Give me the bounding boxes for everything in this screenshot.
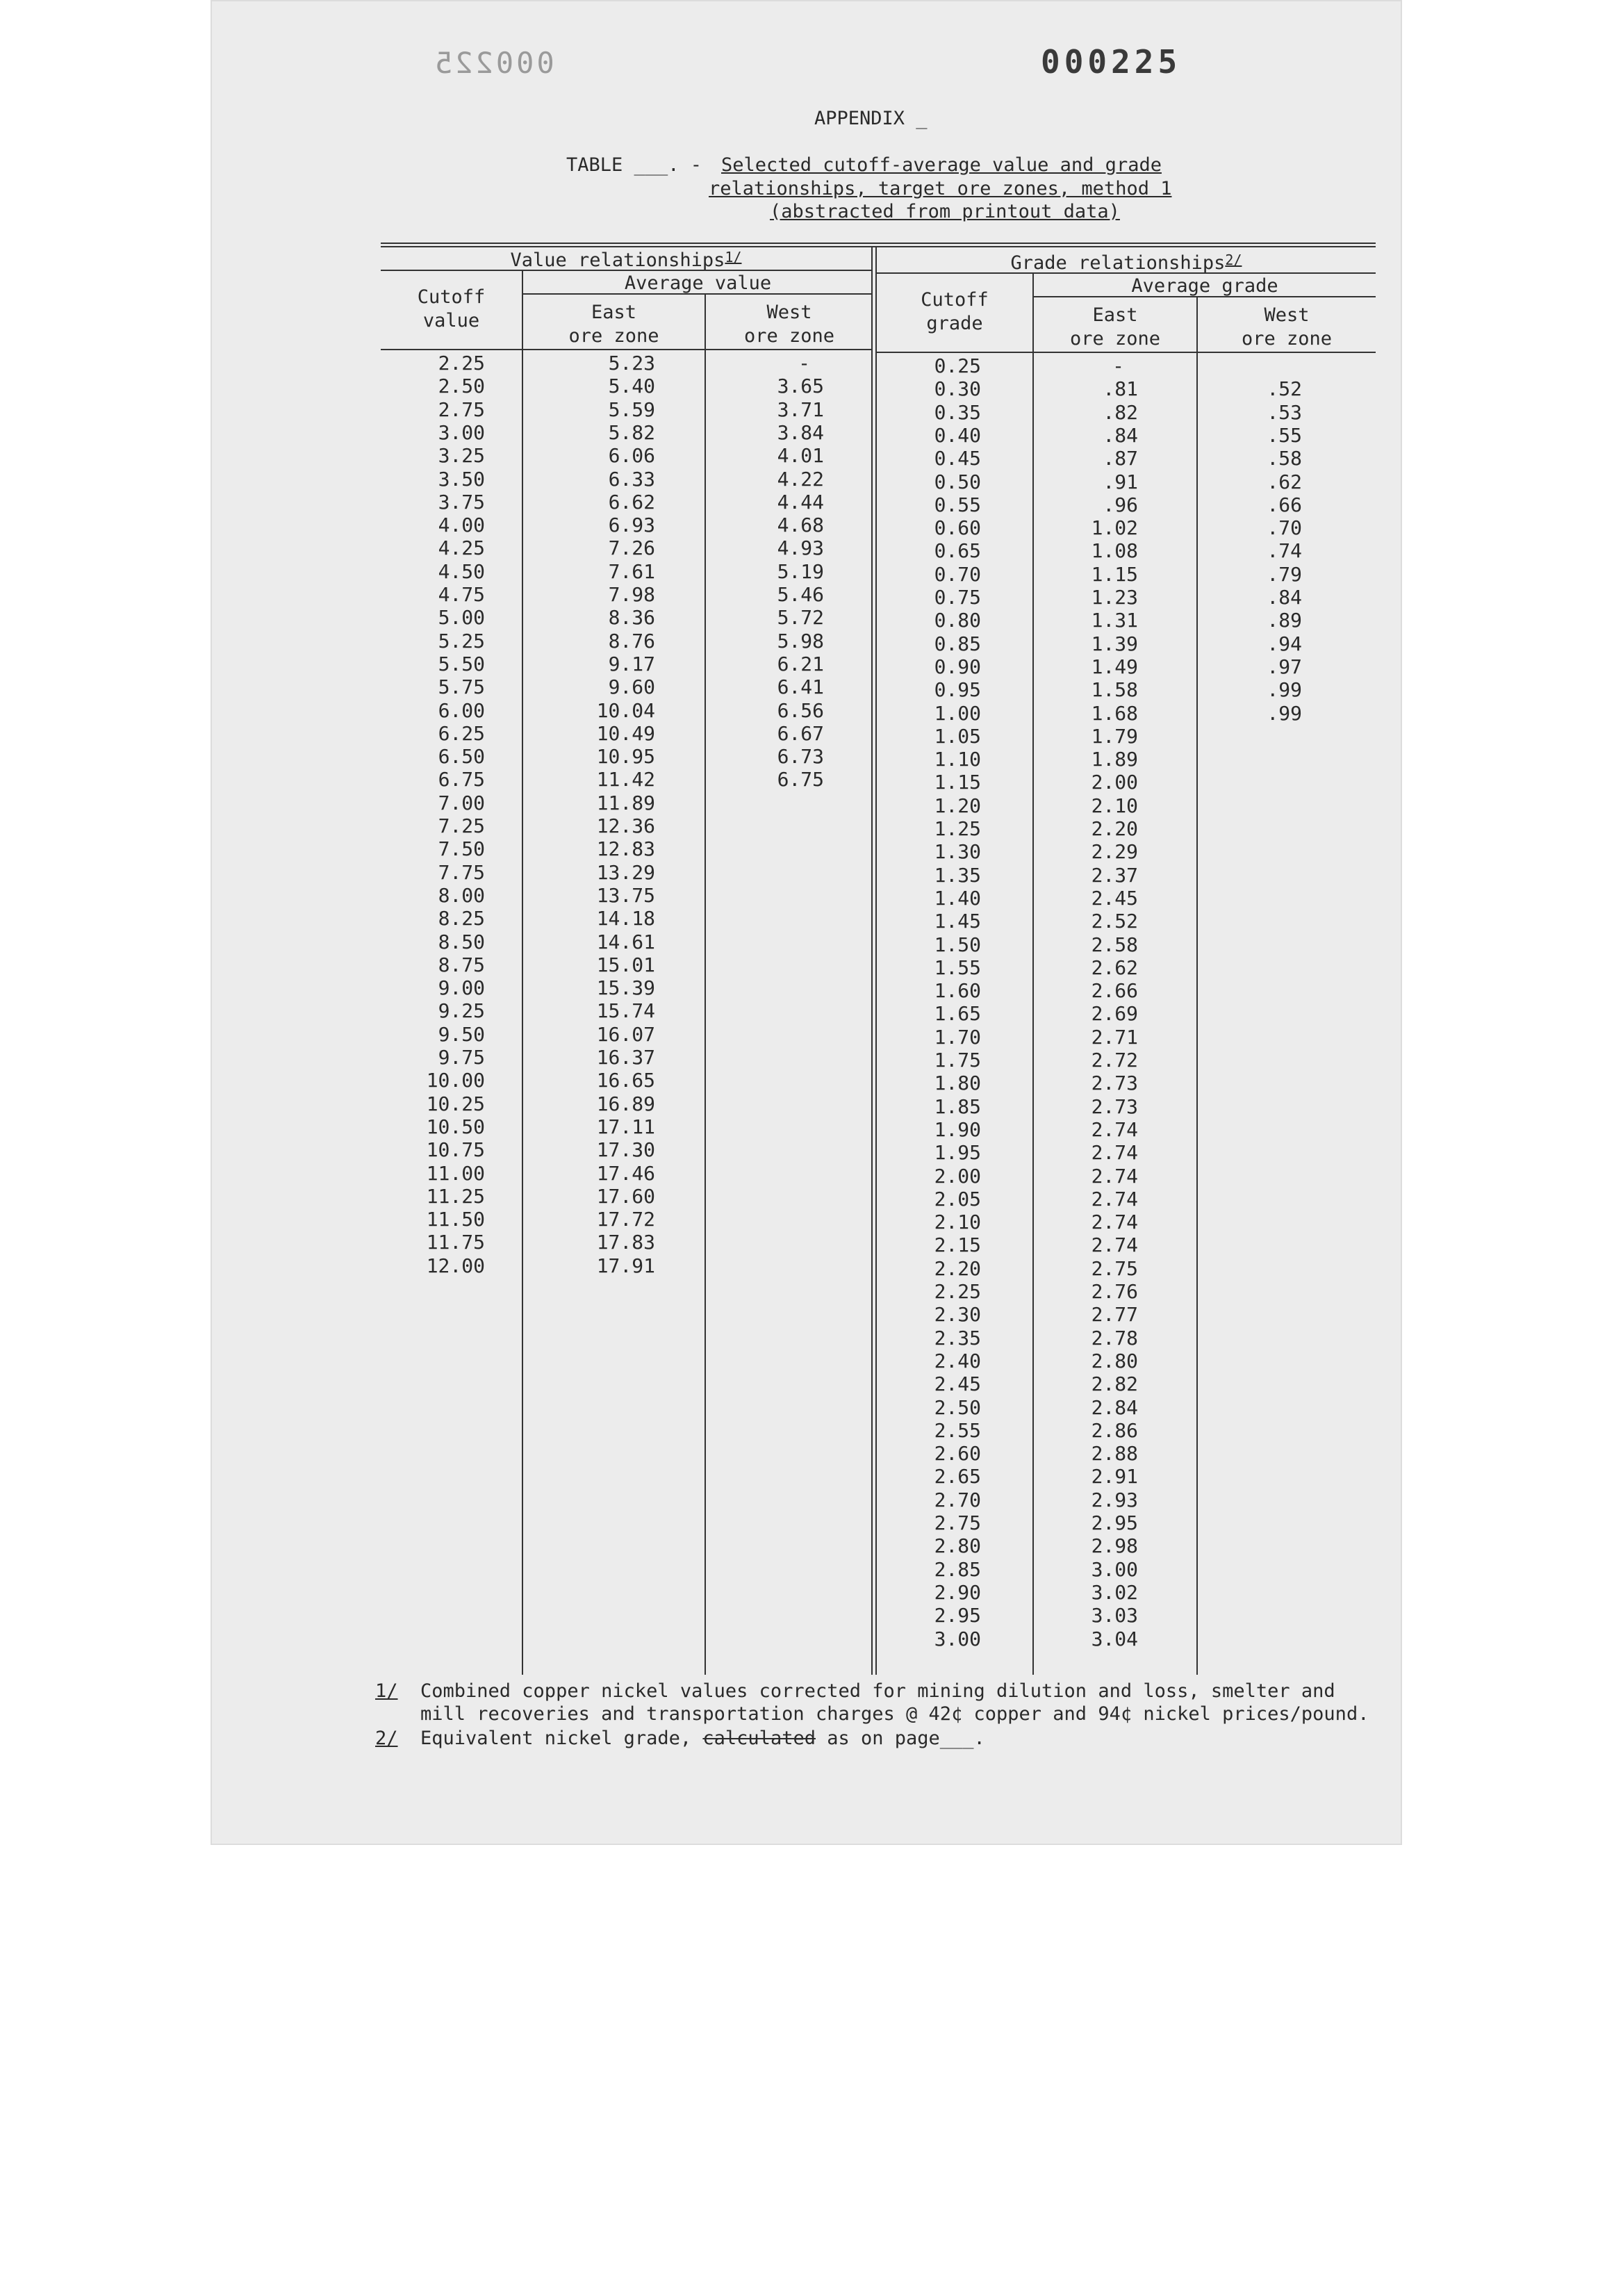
table-cell: 14.61 (596, 930, 655, 953)
table-cell: .55 (1267, 423, 1302, 447)
table-cell: 2.88 (1091, 1442, 1138, 1466)
table-cell: 6.50 (438, 745, 485, 769)
table-cell: 9.60 (608, 675, 655, 699)
table-cell: 5.75 (438, 675, 485, 699)
table-cell: 1.90 (934, 1117, 981, 1141)
table-cell: .96 (1103, 493, 1138, 516)
table-divider-left (871, 247, 873, 1675)
table-cell: 9.75 (438, 1046, 485, 1069)
table-cell: 5.46 (777, 583, 824, 606)
table-cell: 5.40 (608, 375, 655, 398)
table-cell: 2.00 (934, 1164, 981, 1188)
table-cell: .87 (1103, 447, 1138, 470)
table-cell: 4.50 (438, 559, 485, 583)
table-cell: 1.23 (1091, 586, 1138, 609)
table-cell: .84 (1267, 586, 1302, 609)
table-cell: 2.82 (1091, 1372, 1138, 1396)
table-cell: 12.00 (426, 1254, 485, 1277)
table-cell: 6.62 (608, 490, 655, 514)
table-cell: 2.74 (1091, 1211, 1138, 1234)
table-cell: 1.30 (934, 840, 981, 864)
table-cell: 2.76 (1091, 1280, 1138, 1303)
table-cell: 1.05 (934, 724, 981, 748)
table-cell: 11.25 (426, 1184, 485, 1208)
table-cell: .82 (1103, 400, 1138, 424)
table-cell: 0.90 (934, 655, 981, 678)
cutoff-grade-header: Cutoff grade (921, 289, 989, 334)
table-cell: 9.17 (608, 652, 655, 675)
table-cell: 3.50 (438, 467, 485, 491)
table-cell: 2.74 (1091, 1117, 1138, 1141)
table-cell: 17.30 (596, 1138, 655, 1162)
table-cell: 2.65 (934, 1465, 981, 1489)
table-cell: 1.25 (934, 817, 981, 840)
table-cell: 2.74 (1091, 1187, 1138, 1211)
table-cell: 12.36 (596, 814, 655, 837)
table-cell: 8.75 (438, 953, 485, 976)
table-cell: 4.25 (438, 536, 485, 560)
table-cell: 2.74 (1091, 1164, 1138, 1188)
table-cell: 1.10 (934, 748, 981, 771)
footnote-1-marker: 1/ (375, 1680, 398, 1702)
table-cell: 15.39 (596, 976, 655, 1000)
table-cell: 2.10 (1091, 794, 1138, 817)
table-cell: 13.75 (596, 883, 655, 907)
table-cell: 2.73 (1091, 1072, 1138, 1095)
table-cell: 3.04 (1091, 1627, 1138, 1650)
table-cell: 0.95 (934, 678, 981, 702)
value-col-rule-2 (705, 295, 706, 1675)
footnote-2-marker: 2/ (375, 1728, 398, 1749)
table-cell: 5.59 (608, 397, 655, 421)
table-cell: 9.50 (438, 1022, 485, 1046)
table-cell: 4.44 (777, 490, 824, 514)
table-cell: 3.03 (1091, 1604, 1138, 1627)
grade-header-rule (877, 352, 1376, 353)
table-cell: 2.98 (1091, 1534, 1138, 1558)
table-cell: 10.25 (426, 1092, 485, 1115)
table-cell: .74 (1267, 539, 1302, 563)
footnote-1-line-1: Combined copper nickel values corrected for mining dilution and loss, smelter and (420, 1680, 1335, 1702)
table-cell: 10.00 (426, 1069, 485, 1092)
table-cell: 2.62 (1091, 956, 1138, 979)
table-cell: 1.79 (1091, 724, 1138, 748)
value-group-header: Value relationships$^{1/}$ (510, 249, 742, 271)
table-top-rule (381, 243, 1376, 244)
table-cell: 7.61 (608, 559, 655, 583)
table-cell: .79 (1267, 562, 1302, 586)
table-cell: .99 (1267, 701, 1302, 725)
table-cell: 0.30 (934, 377, 981, 401)
east-value-header: East ore zone (568, 302, 659, 347)
table-cell: 2.93 (1091, 1488, 1138, 1511)
table-cell: 5.98 (777, 629, 824, 653)
table-cell: 2.91 (1091, 1465, 1138, 1489)
table-cell: 3.00 (1091, 1557, 1138, 1581)
table-cell: 1.35 (934, 863, 981, 887)
table-cell: 5.50 (438, 652, 485, 675)
table-cell: 1.15 (934, 771, 981, 794)
table-cell: 1.00 (934, 701, 981, 725)
table-cell: 5.25 (438, 629, 485, 653)
table-cell: 2.78 (1091, 1326, 1138, 1350)
value-col-rule-1 (522, 271, 523, 1675)
table-cell: 10.95 (596, 745, 655, 769)
table-cell: 1.50 (934, 933, 981, 956)
table-cell: 9.25 (438, 999, 485, 1023)
table-cell: .81 (1103, 377, 1138, 401)
table-cell: 2.25 (438, 352, 485, 375)
table-cell: 8.76 (608, 629, 655, 653)
table-cell: 1.39 (1091, 632, 1138, 655)
west-grade-header: West ore zone (1241, 304, 1333, 350)
table-cell: 1.95 (934, 1141, 981, 1165)
table-cell: 2.60 (934, 1442, 981, 1466)
bleed-through-stamp: 000225 (432, 46, 554, 80)
table-cell: 2.85 (934, 1557, 981, 1581)
table-cell: 1.20 (934, 794, 981, 817)
table-cell: 2.95 (934, 1604, 981, 1627)
grade-col-rule-2 (1196, 297, 1198, 1675)
table-cell: 7.00 (438, 791, 485, 814)
table-cell: 1.40 (934, 886, 981, 910)
table-cell: 1.31 (1091, 609, 1138, 632)
table-cell: 5.19 (777, 559, 824, 583)
table-cell: 2.45 (934, 1372, 981, 1396)
table-cell: 2.80 (934, 1534, 981, 1558)
footnote-1-line-2: mill recoveries and transportation charges @ 42¢ copper and 94¢ nickel prices/pound. (420, 1703, 1369, 1725)
table-cell: 2.20 (934, 1256, 981, 1280)
table-cell: 4.93 (777, 536, 824, 560)
table-cell: 2.74 (1091, 1233, 1138, 1257)
table-cell: 16.65 (596, 1069, 655, 1092)
table-cell: .58 (1267, 447, 1302, 470)
table-cell: 0.65 (934, 539, 981, 563)
table-cell: 10.50 (426, 1115, 485, 1138)
table-cell: .89 (1267, 609, 1302, 632)
table-cell: 2.77 (1091, 1303, 1138, 1327)
table-cell: 2.25 (934, 1280, 981, 1303)
table-cell: 7.25 (438, 814, 485, 837)
table-cell: 17.72 (596, 1208, 655, 1231)
table-cell: 1.08 (1091, 539, 1138, 563)
value-header-rule (381, 349, 873, 350)
table-cell: 1.68 (1091, 701, 1138, 725)
table-cell: 15.74 (596, 999, 655, 1023)
table-cell: 3.25 (438, 444, 485, 468)
table-cell: 17.91 (596, 1254, 655, 1277)
table-cell: 2.35 (934, 1326, 981, 1350)
table-cell: 2.52 (1091, 910, 1138, 933)
table-cell: 7.50 (438, 837, 485, 861)
table-cell: 1.70 (934, 1025, 981, 1049)
table-cell: .94 (1267, 632, 1302, 655)
footnote-2: Equivalent nickel grade, calculated as on page___. (420, 1728, 985, 1749)
table-cell: 6.41 (777, 675, 824, 699)
table-cell: 2.90 (934, 1580, 981, 1604)
table-cell: 16.37 (596, 1046, 655, 1069)
grade-group-header: Grade relationships$^{2/}$ (1010, 252, 1242, 274)
table-cell: 5.72 (777, 606, 824, 630)
table-cell: 1.89 (1091, 748, 1138, 771)
table-cell: 4.01 (777, 444, 824, 468)
table-cell: 8.25 (438, 907, 485, 930)
table-cell: 1.60 (934, 979, 981, 1003)
table-cell: 1.65 (934, 1002, 981, 1026)
table-cell: .52 (1267, 377, 1302, 401)
table-caption-line-1: Selected cutoff-average value and grade (721, 154, 1162, 176)
table-cell: 9.00 (438, 976, 485, 1000)
table-cell: 17.60 (596, 1184, 655, 1208)
table-cell: 2.72 (1091, 1049, 1138, 1072)
table-caption-line-2: relationships, target ore zones, method 1 (709, 178, 1172, 199)
table-cell: 13.29 (596, 860, 655, 884)
table-label: TABLE ___. - (566, 154, 702, 176)
table-cell: 0.40 (934, 423, 981, 447)
table-cell: .97 (1267, 655, 1302, 678)
table-cell: 8.50 (438, 930, 485, 953)
table-cell: 2.75 (438, 397, 485, 421)
table-cell: 1.45 (934, 910, 981, 933)
table-cell: 2.66 (1091, 979, 1138, 1003)
table-cell: 2.40 (934, 1349, 981, 1372)
table-cell: 2.75 (934, 1511, 981, 1534)
table-cell: 11.00 (426, 1161, 485, 1185)
table-cell: 0.25 (934, 354, 981, 377)
table-cell: 1.58 (1091, 678, 1138, 702)
table-caption-line-3: (abstracted from printout data) (770, 201, 1120, 222)
table-cell: 3.75 (438, 490, 485, 514)
table-cell: 6.56 (777, 698, 824, 722)
table-cell: 0.75 (934, 586, 981, 609)
table-cell: 2.73 (1091, 1094, 1138, 1118)
table-cell: 2.00 (1091, 771, 1138, 794)
table-cell: 1.02 (1091, 516, 1138, 540)
table-cell: 6.75 (438, 768, 485, 792)
table-cell: 10.04 (596, 698, 655, 722)
table-cell: 7.75 (438, 860, 485, 884)
table-cell: 6.00 (438, 698, 485, 722)
table-cell: 11.42 (596, 768, 655, 792)
table-cell: 7.26 (608, 536, 655, 560)
table-cell: 8.36 (608, 606, 655, 630)
table-cell: 6.06 (608, 444, 655, 468)
table-cell: 2.30 (934, 1303, 981, 1327)
table-cell: 0.35 (934, 400, 981, 424)
table-cell: 6.75 (777, 768, 824, 792)
table-cell: 10.49 (596, 721, 655, 745)
average-value-header: Average value (624, 272, 772, 294)
table-cell: 2.74 (1091, 1141, 1138, 1165)
table-cell: 7.98 (608, 583, 655, 606)
table-cell: 2.75 (1091, 1256, 1138, 1280)
table-cell: 3.00 (934, 1627, 981, 1650)
table-cell: 16.07 (596, 1022, 655, 1046)
table-cell: 1.49 (1091, 655, 1138, 678)
table-cell: .84 (1103, 423, 1138, 447)
table-cell: .99 (1267, 678, 1302, 702)
table-cell: 6.25 (438, 721, 485, 745)
east-grade-header: East ore zone (1069, 304, 1161, 350)
table-cell: 0.45 (934, 447, 981, 470)
table-cell: 0.70 (934, 562, 981, 586)
table-cell: 17.83 (596, 1231, 655, 1254)
table-cell: 6.21 (777, 652, 824, 675)
table-cell: 0.50 (934, 470, 981, 493)
table-cell: 2.37 (1091, 863, 1138, 887)
table-cell: 2.58 (1091, 933, 1138, 956)
table-cell: 2.29 (1091, 840, 1138, 864)
table-cell: - (1112, 354, 1124, 377)
table-cell: 2.95 (1091, 1511, 1138, 1534)
table-cell: 4.22 (777, 467, 824, 491)
table-cell: .66 (1267, 493, 1302, 516)
table-cell: 5.23 (608, 352, 655, 375)
table-cell: 0.80 (934, 609, 981, 632)
table-cell: 3.65 (777, 375, 824, 398)
table-cell: 2.55 (934, 1418, 981, 1442)
cutoff-value-header: Cutoff value (417, 286, 486, 331)
table-cell: 16.89 (596, 1092, 655, 1115)
table-cell: 2.05 (934, 1187, 981, 1211)
table-cell: 1.55 (934, 956, 981, 979)
table-cell: 6.33 (608, 467, 655, 491)
table-cell: 3.00 (438, 420, 485, 444)
table-cell: 11.75 (426, 1231, 485, 1254)
table-cell: 2.70 (934, 1488, 981, 1511)
table-cell: 17.46 (596, 1161, 655, 1185)
table-cell: .53 (1267, 400, 1302, 424)
table-cell: 8.00 (438, 883, 485, 907)
table-divider-right (875, 247, 877, 1675)
table-cell: 3.84 (777, 420, 824, 444)
table-cell: 6.93 (608, 514, 655, 537)
table-cell: 11.50 (426, 1208, 485, 1231)
table-cell: .91 (1103, 470, 1138, 493)
table-cell: 0.55 (934, 493, 981, 516)
table-cell: 2.50 (438, 375, 485, 398)
table-cell: - (798, 352, 810, 375)
table-cell: 6.73 (777, 745, 824, 769)
table-cell: 1.80 (934, 1072, 981, 1095)
table-cell: 2.69 (1091, 1002, 1138, 1026)
table-cell: 1.15 (1091, 562, 1138, 586)
table-cell: 1.85 (934, 1094, 981, 1118)
table-cell: 2.80 (1091, 1349, 1138, 1372)
table-cell: 14.18 (596, 907, 655, 930)
table-cell: 2.10 (934, 1211, 981, 1234)
table-cell: 11.89 (596, 791, 655, 814)
table-cell: .70 (1267, 516, 1302, 540)
table-cell: 2.71 (1091, 1025, 1138, 1049)
west-value-header: West ore zone (743, 302, 835, 347)
table-cell: 15.01 (596, 953, 655, 976)
table-cell: 3.02 (1091, 1580, 1138, 1604)
table-cell: 6.67 (777, 721, 824, 745)
appendix-heading: APPENDIX _ (814, 108, 928, 129)
table-cell: 2.45 (1091, 886, 1138, 910)
table-cell: 0.60 (934, 516, 981, 540)
table-cell: 2.50 (934, 1395, 981, 1419)
page-number-stamp: 000225 (1041, 43, 1182, 81)
table-cell: 4.75 (438, 583, 485, 606)
table-cell: 3.71 (777, 397, 824, 421)
table-cell: 12.83 (596, 837, 655, 861)
table-cell: 0.85 (934, 632, 981, 655)
table-cell: 2.15 (934, 1233, 981, 1257)
table-cell: 10.75 (426, 1138, 485, 1162)
table-cell: 2.20 (1091, 817, 1138, 840)
table-cell: 2.86 (1091, 1418, 1138, 1442)
table-cell: 1.75 (934, 1049, 981, 1072)
average-grade-header: Average grade (1131, 275, 1278, 297)
table-cell: 5.82 (608, 420, 655, 444)
table-cell: 17.11 (596, 1115, 655, 1138)
table-cell: 4.68 (777, 514, 824, 537)
table-cell: .62 (1267, 470, 1302, 493)
table-cell: 2.84 (1091, 1395, 1138, 1419)
table-cell: 4.00 (438, 514, 485, 537)
table-cell: 5.00 (438, 606, 485, 630)
grade-col-rule-1 (1032, 274, 1034, 1675)
page-margin (0, 0, 211, 1845)
